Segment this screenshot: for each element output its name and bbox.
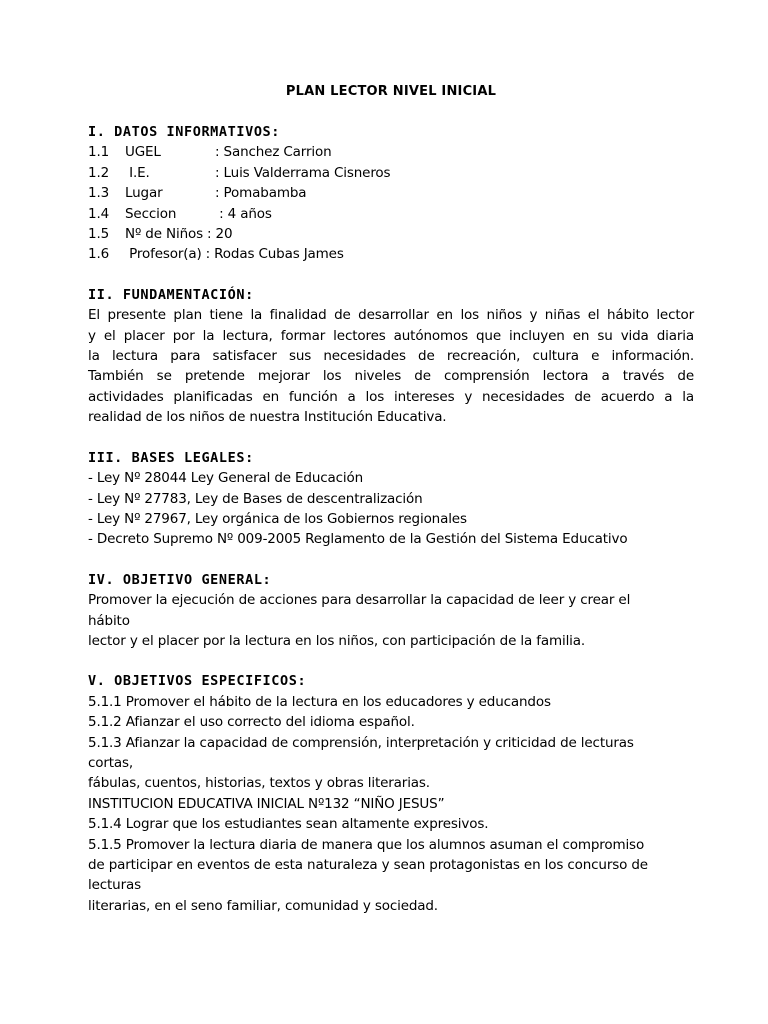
section-fundamentacion	[88, 285, 694, 428]
paragraph-line: 5.1.4 Lograr que los estudiantes sean altamente expresivos.	[88, 816, 489, 833]
datos-number: 1.4	[88, 205, 110, 222]
datos-label: Lugar	[125, 185, 163, 202]
document-page	[88, 82, 694, 936]
section-bases-legales	[88, 448, 694, 550]
datos-label: Nº de Niños	[125, 226, 203, 243]
paragraph-line: hábito	[88, 612, 130, 629]
datos-row	[88, 204, 694, 224]
datos-number: 1.1	[88, 144, 110, 161]
school-name-line: INSTITUCION EDUCATIVA INICIAL Nº132 “NIÑO JESUS”	[88, 795, 445, 812]
fundamentacion-paragraph	[88, 305, 694, 427]
paragraph-line: la lectura para satisfacer sus necesidades de recreación, cultura e información.	[88, 348, 694, 365]
section-heading: III. BASES LEGALES:	[88, 449, 254, 466]
paragraph-line: literarias, en el seno familiar, comunidad y sociedad.	[88, 897, 438, 914]
datos-value: : Luis Valderrama Cisneros	[215, 164, 391, 181]
paragraph-line: de participar en eventos de esta naturaleza y sean protagonistas en los concurso de	[88, 857, 648, 873]
datos-number: 1.3	[88, 185, 110, 202]
datos-value: : 20	[206, 226, 233, 243]
paragraph-line: lecturas	[88, 877, 141, 894]
paragraph-line: realidad de los niños de nuestra Institución Educativa.	[88, 409, 447, 426]
paragraph-line: cortas,	[88, 754, 134, 771]
paragraph-line: 5.1.1 Promover el hábito de la lectura en los educadores y educandos	[88, 693, 551, 710]
datos-row	[88, 142, 694, 162]
datos-row	[88, 224, 694, 244]
section-heading: V. OBJETIVOS ESPECIFICOS:	[88, 673, 307, 690]
section-datos-informativos	[88, 122, 694, 265]
datos-value: : Pomabamba	[215, 185, 307, 202]
paragraph-line: lector y el placer por la lectura en los niños, con participación de la familia.	[88, 632, 586, 649]
paragraph-line: 5.1.5 Promover la lectura diaria de manera que los alumnos asuman el compromiso	[88, 836, 645, 853]
paragraph-line: y el placer por la lectura, formar lectores autónomos que incluyen en su vida diaria	[88, 327, 694, 344]
section-heading: I. DATOS INFORMATIVOS:	[88, 124, 281, 140]
datos-label: Seccion	[125, 205, 177, 222]
datos-value: : 4 años	[215, 205, 272, 222]
paragraph-line: 5.1.3 Afianzar la capacidad de comprensión, interpretación y criticidad de lecturas	[88, 734, 634, 751]
datos-value: : Rodas Cubas James	[205, 246, 344, 263]
paragraph-line: Promover la ejecución de acciones para desarrollar la capacidad de leer y crear el	[88, 592, 631, 609]
datos-number: 1.2	[88, 164, 110, 181]
datos-label: I.E.	[125, 164, 150, 181]
paragraph-line: El presente plan tiene la finalidad de desarrollar en los niños y niñas el hábito lector	[88, 307, 694, 324]
section-heading: II. FUNDAMENTACIÓN:	[88, 286, 254, 303]
datos-row	[88, 244, 694, 264]
paragraph-line: También se pretende mejorar los niveles de comprensión lectora a través de	[88, 368, 694, 385]
paragraph-line: actividades planificadas en función a los intereses y necesidades de acuerdo a la	[88, 388, 694, 405]
list-item: - Ley Nº 28044 Ley General de Educación	[88, 470, 364, 487]
datos-number: 1.6	[88, 246, 110, 263]
datos-row	[88, 183, 694, 203]
list-item: - Ley Nº 27967, Ley orgánica de los Gobiernos regionales	[88, 510, 467, 527]
list-item: - Ley Nº 27783, Ley de Bases de descentralización	[88, 490, 423, 507]
datos-label: UGEL	[125, 144, 161, 161]
paragraph-line: 5.1.2 Afianzar el uso correcto del idioma español.	[88, 714, 415, 731]
section-objetivo-general	[88, 570, 694, 652]
datos-number: 1.5	[88, 226, 110, 243]
list-item: - Decreto Supremo Nº 009-2005 Reglamento de la Gestión del Sistema Educativo	[88, 531, 628, 548]
paragraph-line: fábulas, cuentos, historias, textos y obras literarias.	[88, 775, 430, 792]
datos-label: Profesor(a)	[125, 246, 202, 263]
datos-value: : Sanchez Carrion	[215, 144, 332, 161]
section-heading: IV. OBJETIVO GENERAL:	[88, 571, 272, 588]
document-title: PLAN LECTOR NIVEL INICIAL	[285, 84, 497, 99]
datos-row	[88, 163, 694, 183]
section-objetivos-especificos	[88, 671, 694, 916]
